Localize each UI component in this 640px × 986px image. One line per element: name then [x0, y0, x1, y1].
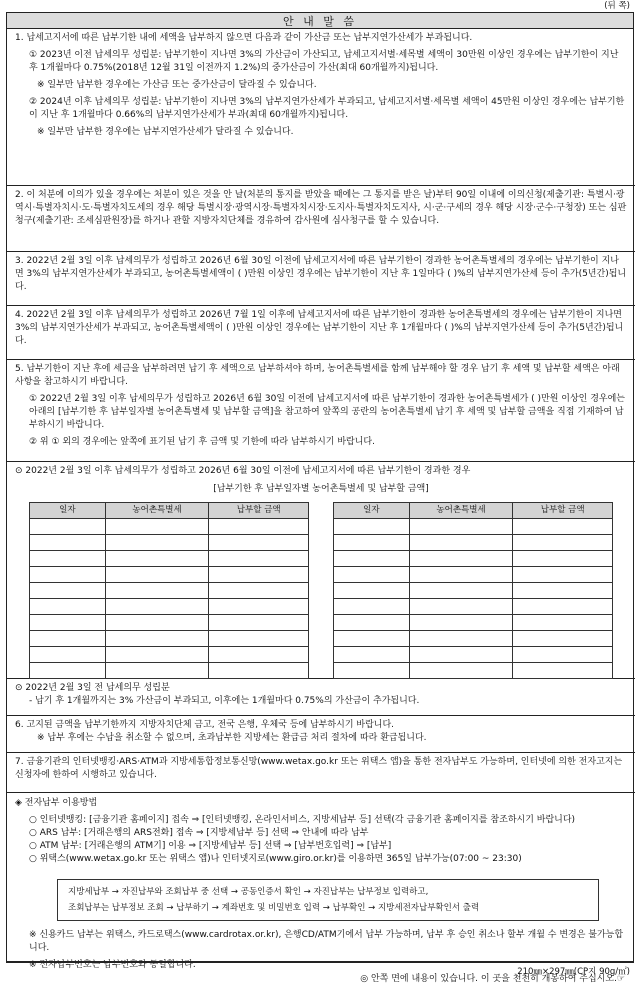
col-header-date: 일자	[334, 503, 410, 519]
e-payment-atm: ○ ATM 납부: [거래은행의 ATM기] 이용 ⇒ [지방세납부 등] 선택 ⇒ [납부번호입력] ⇒ [납부]	[29, 841, 392, 852]
section-5-item-2: ② 위 ① 외의 경우에는 앞쪽에 표기된 납기 후 금액 및 기한에 따라 납부하시기 바랍니다.	[29, 437, 375, 448]
table-cell	[209, 583, 309, 599]
table-row	[334, 647, 613, 663]
late-payment-table-section	[7, 462, 635, 679]
table-row	[334, 567, 613, 583]
table-cell	[209, 615, 309, 631]
section-1-head: 1. 납세고지서에 따른 납부기한 내에 세액을 납부하지 않으면 다음과 같이 가산금 또는 납부지연가산세가 부과됩니다.	[15, 33, 473, 43]
table-row	[30, 583, 309, 599]
section-6-note: ※ 납부 후에는 수납을 취소할 수 없으며, 초과납부한 지방세는 환급금 처리 절차에 따라 환급됩니다.	[37, 733, 427, 744]
col-header-amount: 납부할 금액	[513, 503, 613, 519]
table-cell	[30, 567, 106, 583]
table-cell	[409, 599, 513, 615]
table-cell	[30, 551, 106, 567]
section-5-head: 5. 납부기한이 지난 후에 세금을 납부하려면 납기 후 세액으로 납부하셔야 하며, 농어촌특별세를 함께 납부해야 할 경우 납기 후 세액 및 납부할 세액은 아래 사항을 참고하시기 바랍니다.	[15, 364, 620, 388]
open-here-note: ◎ 안쪽 면에 내용이 있습니다. 이 곳을 천천히 개봉하여 주십시오.☞	[360, 974, 625, 984]
table-row	[334, 663, 613, 679]
table-cell	[105, 615, 209, 631]
table-cell	[409, 615, 513, 631]
table-row	[30, 663, 309, 679]
table-row	[30, 647, 309, 663]
table-row	[334, 599, 613, 615]
table-cell	[409, 519, 513, 535]
table-cell	[105, 663, 209, 679]
table-cell	[409, 551, 513, 567]
table-row	[30, 535, 309, 551]
table-cell	[334, 519, 410, 535]
table-cell	[30, 599, 106, 615]
section-1	[7, 29, 635, 186]
bottom-rule	[6, 961, 634, 963]
table-cell	[409, 647, 513, 663]
table-cell	[409, 567, 513, 583]
e-payment-head: ◈ 전자납부 이용방법	[15, 798, 98, 808]
table-cell	[334, 631, 410, 647]
table-row	[334, 535, 613, 551]
e-payment-wetax: ○ 위택스(www.wetax.go.kr 또는 위택스 앱)나 인터넷지로(www.giro.or.kr)를 이용하면 365일 납부가능(07:00 ~ 23:30)	[29, 854, 522, 865]
table-cell	[105, 519, 209, 535]
table-cell	[334, 535, 410, 551]
table-cell	[105, 631, 209, 647]
e-payment-note-number: ※ 전자납부번호는 납부번호와 동일합니다.	[29, 960, 196, 971]
table-cell	[209, 519, 309, 535]
table-cell	[513, 631, 613, 647]
table-cell	[513, 567, 613, 583]
section-2	[7, 186, 635, 252]
table-cell	[409, 631, 513, 647]
table-cell	[105, 535, 209, 551]
table-cell	[334, 663, 410, 679]
table-row	[30, 615, 309, 631]
table-cell	[513, 551, 613, 567]
table-row	[30, 519, 309, 535]
table-cell	[513, 535, 613, 551]
table-cell	[334, 551, 410, 567]
table-cell	[409, 663, 513, 679]
table-cell	[30, 583, 106, 599]
table-cell	[334, 647, 410, 663]
table-row	[30, 551, 309, 567]
table-row	[334, 583, 613, 599]
e-payment-ars: ○ ARS 납부: [거래은행의 ARS전화] 접속 ⇒ [지방세납부 등] 선택 ⇒ 안내에 따라 납부	[29, 828, 369, 839]
table-cell	[30, 519, 106, 535]
table-cell	[209, 663, 309, 679]
e-payment-flow-line-2: 조회납부는 납부정보 조회 → 납부하기 → 계좌번호 및 비밀번호 입력 → 납부확인 → 지방세전자납부확인서 출력	[68, 903, 480, 914]
table-row	[334, 519, 613, 535]
table-cell	[105, 567, 209, 583]
section-4	[7, 306, 635, 360]
e-payment-note-card: ※ 신용카드 납부는 위택스, 카드로택스(www.cardrotax.or.kr), 은행CD/ATM기에서 납부 가능하며, 납부 후 승인 취소나 할부 개월 수 변경은 불가능합니다.	[29, 930, 624, 954]
col-header-amount: 납부할 금액	[209, 503, 309, 519]
table-cell	[209, 551, 309, 567]
pre-2022-head: ⊙ 2022년 2월 3일 전 납세의무 성립분	[15, 683, 170, 693]
pre-2022-line: - 납기 후 1개월까지는 3% 가산금이 부과되고, 이후에는 1개월마다 0.75%의 가산금이 추가됩니다.	[29, 696, 420, 707]
table-cell	[513, 663, 613, 679]
section-1-item-1: ① 2023년 이전 납세의무 성립분: 납부기한이 지나면 3%의 가산금이 가산되고, 납세고지서별·세목별 세액이 30만원 이상인 경우에는 납부기한이 지난 후 1개월마다 0.75%(2018년 12월 31일 이전까지 1.2%)의 중가산금이 가산(최대 60개월까지)됩니다.	[29, 50, 619, 74]
table-row	[334, 615, 613, 631]
table-cell	[30, 615, 106, 631]
e-payment-internet-banking: ○ 인터넷뱅킹: [금융기관 홈페이지] 접속 ⇒ [인터넷뱅킹, 온라인서비스, 지방세납부 등] 선택(각 금융기관 홈페이지를 참조하시기 바랍니다)	[29, 815, 576, 826]
e-payment-flow-line-1: 지방세납부 → 자진납부와 조회납부 중 선택 → 공동인증서 확인 → 자진납부는 납부정보 입력하고,	[68, 887, 429, 897]
section-1-note-2: ※ 일부만 납부한 경우에는 납부지연가산세가 달라질 수 있습니다.	[37, 127, 294, 138]
table-cell	[409, 583, 513, 599]
page-title: 안 내 말 씀	[6, 12, 634, 29]
col-header-surtax: 농어촌특별세	[409, 503, 513, 519]
table-cell	[334, 567, 410, 583]
section-6-head: 6. 고지된 금액을 납부기한까지 지방자치단체 금고, 전국 은행, 우체국 등에 납부하시기 바랍니다.	[15, 720, 395, 730]
section-1-item-2: ② 2024년 이후 납세의무 성립분: 납부기한이 지나면 3%의 납부지연가산세가 부과되고, 납세고지서별·세목별 세액이 45만원 이상인 경우에는 납부기한이 지난 후 1개월마다 0.66%의 납부지연가산세가 부과(최대 60개월까지)됩니다.	[29, 97, 625, 121]
section-5-item-1: ① 2022년 2월 3일 이후 납세의무가 성립하고 2026년 6월 30일 이전에 납세고지서에 따른 납부기한이 경과한 농어촌특별세가 ( )만원 이상인 경우에는 아래의 [납부기한 후 납부일자별 농어촌특별세 및 납부할 금액]을 참고하여 앞쪽의 공란의 농어촌특별세 납기 후 세액 및 납부할 금액을 직접 기재하여 납부하시기 바랍니다.	[29, 394, 625, 431]
table-row	[334, 631, 613, 647]
table-cell	[209, 631, 309, 647]
table-cell	[409, 535, 513, 551]
table-row	[334, 551, 613, 567]
section-3-text: 3. 2022년 2월 3일 이후 납세의무가 성립하고 2026년 6월 30일 이전에 납세고지서에 따른 납부기한이 경과한 농어촌특별세의 경우에는 납부기한이 지나면 3%의 납부지연가산세가 부과되고, 농어촌특별세액이 ( )만원 이상인 경우에는 납부기한이 지난 후 1일마다 ( )%의 납부지연가산세 등이 추가(5년간)됩니다.	[15, 256, 627, 293]
table-cell	[105, 583, 209, 599]
table-cell	[105, 647, 209, 663]
table-cell	[513, 615, 613, 631]
table-cell	[513, 519, 613, 535]
notice-page	[6, 0, 634, 982]
col-header-date: 일자	[30, 503, 106, 519]
table-caption: [납부기한 후 납부일자별 농어촌특별세 및 납부할 금액]	[213, 484, 429, 495]
table-cell	[334, 615, 410, 631]
section-5	[7, 360, 635, 462]
section-7-text: 7. 금융기관의 인터넷뱅킹·ARS·ATM과 지방세통합정보통신망(www.wetax.go.kr 또는 위택스 앱)을 통한 전자납부도 가능하며, 인터넷에 의한 전자고지는 신청자에 한하여 시행하고 있습니다.	[15, 757, 623, 781]
section-3	[7, 252, 635, 306]
table-cell	[513, 647, 613, 663]
e-payment-flow-box	[57, 879, 599, 921]
table-cell	[105, 551, 209, 567]
section-6	[7, 716, 635, 753]
section-4-text: 4. 2022년 2월 3일 이후 납세의무가 성립하고 2026년 7월 1일 이후에 납세고지서에 따른 납부기한이 경과한 농어촌특별세의 경우에는 납부기한이 지나면 3%의 납부지연가산세가 부과되고, 농어촌특별세액이 ( )만원 이상인 경우에는 납부기한이 지난 후 1개월마다 ( )%의 납부지연가산세 등이 추가(5년간)됩니다.	[15, 310, 624, 347]
table-cell	[30, 647, 106, 663]
section-7	[7, 753, 635, 793]
table-cell	[334, 599, 410, 615]
back-side-label: (뒤 쪽)	[604, 1, 630, 11]
table-cell	[513, 599, 613, 615]
table-cell	[30, 535, 106, 551]
table-cell	[513, 583, 613, 599]
table-cell	[334, 583, 410, 599]
pre-2022-section	[7, 679, 635, 716]
late-payment-table-left	[29, 502, 309, 679]
table-row	[30, 631, 309, 647]
table-cell	[209, 599, 309, 615]
late-payment-table-right	[333, 502, 613, 679]
paper-specs: 210㎜×297㎜(CP지 90g/㎡)	[517, 967, 630, 977]
table-cell	[209, 567, 309, 583]
section-2-text: 2. 이 처분에 이의가 있을 경우에는 처분이 있은 것을 안 날(처분의 통지를 받았을 때에는 그 통지를 받은 날)부터 90일 이내에 이의신청(제출기관: 특별시·광역시·특별자치시·도·특별자치도세의 경우 해당 특별시장·광역시장·특별자치시장·도지사·특별자치도지사, 시·군·구세의 경우 해당 시장·군수·구청장) 또는 심판청구(제출기관: 조세심판원장)를 하거나 관할 지방자치단체를 경유하여 감사원에 심사청구를 할 수 있습니다.	[15, 190, 627, 227]
table-row	[30, 567, 309, 583]
table-cell	[30, 631, 106, 647]
table-cell	[209, 535, 309, 551]
table-row	[30, 599, 309, 615]
section-1-note-1: ※ 일부만 납부한 경우에는 가산금 또는 중가산금이 달라질 수 있습니다.	[37, 80, 317, 91]
table-cell	[209, 647, 309, 663]
table-section-head: ⊙ 2022년 2월 3일 이후 납세의무가 성립하고 2026년 6월 30일 이전에 납세고지서에 따른 납부기한이 경과한 경우	[15, 466, 471, 476]
col-header-surtax: 농어촌특별세	[105, 503, 209, 519]
table-cell	[30, 663, 106, 679]
table-cell	[105, 599, 209, 615]
